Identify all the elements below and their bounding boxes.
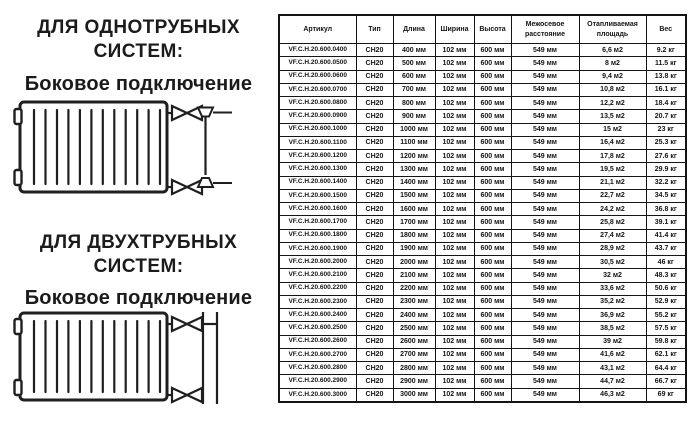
table-cell: 36,9 м2 (579, 309, 646, 322)
table-cell: 1800 мм (393, 229, 435, 242)
column-header: Ширина (435, 15, 474, 44)
table-cell: 700 мм (393, 83, 435, 96)
table-cell: 55.2 кг (646, 309, 686, 322)
table-cell: 102 мм (435, 229, 474, 242)
table-cell: 44,7 м2 (579, 375, 646, 388)
table-cell: 600 мм (474, 57, 511, 70)
table-row (279, 123, 686, 136)
table-row (279, 242, 686, 255)
table-cell: 600 мм (474, 269, 511, 282)
table-cell: 549 мм (511, 123, 579, 136)
table-cell: 549 мм (511, 348, 579, 361)
table-cell: 549 мм (511, 362, 579, 375)
table-cell: 549 мм (511, 309, 579, 322)
table-cell: 16.1 кг (646, 83, 686, 96)
table-cell: VF.C.H.20.600.2800 (279, 362, 356, 375)
table-cell: CH20 (356, 256, 393, 269)
table-cell: 600 мм (474, 216, 511, 229)
table-cell: 32 м2 (579, 269, 646, 282)
table-cell: 549 мм (511, 110, 579, 123)
table-cell: 549 мм (511, 295, 579, 308)
table-cell: 32.2 кг (646, 176, 686, 189)
table-cell: 600 мм (474, 97, 511, 110)
table-cell: 34.5 кг (646, 189, 686, 202)
table-cell: 66.7 кг (646, 375, 686, 388)
table-row (279, 189, 686, 202)
radiator-body (20, 313, 167, 400)
radiator-bracket-bottom (15, 380, 22, 395)
table-cell: VF.C.H.20.600.1500 (279, 189, 356, 202)
table-cell: 1100 мм (393, 136, 435, 149)
section-heading-text: ДЛЯ ДВУХТРУБНЫХ СИСТЕМ: (39, 232, 238, 278)
table-cell: 48.3 кг (646, 269, 686, 282)
table-cell: 102 мм (435, 176, 474, 189)
table-cell: 25,8 м2 (579, 216, 646, 229)
table-cell: 102 мм (435, 282, 474, 295)
table-cell: 9.2 кг (646, 44, 686, 57)
section-heading-two-pipe (0, 231, 277, 280)
bottom-valve-icon (167, 388, 202, 402)
table-cell: 549 мм (511, 203, 579, 216)
table-cell: CH20 (356, 282, 393, 295)
table-cell: 600 мм (474, 256, 511, 269)
riser-pipes (203, 312, 217, 404)
table-cell: 102 мм (435, 388, 474, 402)
table-row (279, 176, 686, 189)
table-cell: VF.C.H.20.600.2200 (279, 282, 356, 295)
spec-table (278, 14, 687, 403)
spec-table-head (279, 15, 686, 44)
table-cell: CH20 (356, 97, 393, 110)
radiator-body (20, 102, 167, 192)
table-cell: 1300 мм (393, 163, 435, 176)
table-cell: CH20 (356, 335, 393, 348)
table-row (279, 216, 686, 229)
table-cell: CH20 (356, 229, 393, 242)
table-cell: 11.5 кг (646, 57, 686, 70)
table-cell: 102 мм (435, 57, 474, 70)
table-cell: 600 мм (474, 242, 511, 255)
table-cell: 2100 мм (393, 269, 435, 282)
table-cell: 900 мм (393, 110, 435, 123)
table-cell: 600 мм (474, 322, 511, 335)
table-cell: 28,9 м2 (579, 242, 646, 255)
table-cell: CH20 (356, 136, 393, 149)
table-cell: 43,1 м2 (579, 362, 646, 375)
table-cell: 102 мм (435, 242, 474, 255)
table-cell: 102 мм (435, 189, 474, 202)
spec-table-body (279, 44, 686, 403)
table-cell: 23 кг (646, 123, 686, 136)
table-row (279, 110, 686, 123)
table-cell: CH20 (356, 388, 393, 402)
table-cell: 102 мм (435, 150, 474, 163)
table-cell: 22,7 м2 (579, 189, 646, 202)
table-cell: VF.C.H.20.600.1700 (279, 216, 356, 229)
two-pipe-diagram-svg (8, 303, 238, 415)
column-header: Вес (646, 15, 686, 44)
table-cell: 102 мм (435, 136, 474, 149)
table-cell: VF.C.H.20.600.2100 (279, 269, 356, 282)
table-cell: CH20 (356, 309, 393, 322)
table-cell: 59.8 кг (646, 335, 686, 348)
table-row (279, 83, 686, 96)
table-row (279, 163, 686, 176)
table-cell: 1700 мм (393, 216, 435, 229)
table-cell: 600 мм (474, 110, 511, 123)
table-cell: 600 мм (474, 83, 511, 96)
table-cell: VF.C.H.20.600.1400 (279, 176, 356, 189)
table-cell: 102 мм (435, 295, 474, 308)
table-cell: 600 мм (474, 348, 511, 361)
table-cell: CH20 (356, 216, 393, 229)
table-cell: VF.C.H.20.600.0900 (279, 110, 356, 123)
table-cell: 2400 мм (393, 309, 435, 322)
table-cell: 1000 мм (393, 123, 435, 136)
table-cell: 600 мм (474, 282, 511, 295)
table-cell: 102 мм (435, 110, 474, 123)
radiator-bracket-bottom (15, 170, 22, 185)
table-cell: 600 мм (474, 362, 511, 375)
column-header: Высота (474, 15, 511, 44)
table-cell: CH20 (356, 163, 393, 176)
table-cell: VF.C.H.20.600.2600 (279, 335, 356, 348)
table-row (279, 309, 686, 322)
table-cell: 20.7 кг (646, 110, 686, 123)
table-cell: VF.C.H.20.600.2900 (279, 375, 356, 388)
table-cell: 39.1 кг (646, 216, 686, 229)
table-row (279, 295, 686, 308)
table-cell: 33,6 м2 (579, 282, 646, 295)
table-cell: VF.C.H.20.600.2400 (279, 309, 356, 322)
table-cell: 2000 мм (393, 256, 435, 269)
table-cell: 549 мм (511, 388, 579, 402)
table-cell: 102 мм (435, 44, 474, 57)
table-cell: 600 мм (474, 136, 511, 149)
table-cell: 549 мм (511, 282, 579, 295)
table-cell: 64.4 кг (646, 362, 686, 375)
table-cell: 549 мм (511, 163, 579, 176)
table-row (279, 388, 686, 402)
table-cell: VF.C.H.20.600.1800 (279, 229, 356, 242)
table-cell: 102 мм (435, 83, 474, 96)
table-row (279, 256, 686, 269)
section-heading-single-pipe (0, 16, 277, 65)
two-pipe-diagram (8, 303, 238, 415)
table-cell: CH20 (356, 375, 393, 388)
table-cell: 8 м2 (579, 57, 646, 70)
table-cell: 2300 мм (393, 295, 435, 308)
column-header: Межосевое расстояние (511, 15, 579, 44)
table-cell: 600 мм (474, 44, 511, 57)
table-cell: 549 мм (511, 242, 579, 255)
top-tee-fitting-icon (198, 108, 232, 117)
table-cell: 41.4 кг (646, 229, 686, 242)
table-cell: CH20 (356, 150, 393, 163)
table-cell: CH20 (356, 123, 393, 136)
table-cell: CH20 (356, 176, 393, 189)
table-cell: 549 мм (511, 97, 579, 110)
table-cell: 102 мм (435, 322, 474, 335)
table-cell: 69 кг (646, 388, 686, 402)
table-cell: 549 мм (511, 322, 579, 335)
table-cell: 2200 мм (393, 282, 435, 295)
table-cell: VF.C.H.20.600.0500 (279, 57, 356, 70)
table-cell: 549 мм (511, 256, 579, 269)
table-cell: 52.9 кг (646, 295, 686, 308)
table-cell: 19,5 м2 (579, 163, 646, 176)
table-cell: 29.9 кг (646, 163, 686, 176)
table-cell: 15 м2 (579, 123, 646, 136)
table-row (279, 136, 686, 149)
section-subheading-side-connection: Боковое подключение (24, 73, 253, 95)
spec-table-container (278, 14, 685, 403)
table-cell: CH20 (356, 348, 393, 361)
table-cell: VF.C.H.20.600.1900 (279, 242, 356, 255)
table-cell: 2700 мм (393, 348, 435, 361)
column-header: Тип (356, 15, 393, 44)
table-cell: 600 мм (474, 203, 511, 216)
table-cell: 549 мм (511, 83, 579, 96)
table-cell: 102 мм (435, 309, 474, 322)
table-cell: CH20 (356, 110, 393, 123)
table-cell: 30,5 м2 (579, 256, 646, 269)
table-cell: 102 мм (435, 256, 474, 269)
column-header: Артикул (279, 15, 356, 44)
table-cell: 600 мм (474, 388, 511, 402)
table-cell: 549 мм (511, 176, 579, 189)
table-cell: 46,3 м2 (579, 388, 646, 402)
table-row (279, 282, 686, 295)
table-cell: CH20 (356, 83, 393, 96)
table-cell: 62.1 кг (646, 348, 686, 361)
table-cell: 600 мм (474, 163, 511, 176)
table-row (279, 70, 686, 83)
table-cell: CH20 (356, 44, 393, 57)
table-cell: 102 мм (435, 203, 474, 216)
table-row (279, 375, 686, 388)
table-cell: 600 мм (474, 335, 511, 348)
table-cell: 35,2 м2 (579, 295, 646, 308)
table-row (279, 269, 686, 282)
table-cell: 549 мм (511, 150, 579, 163)
table-row (279, 150, 686, 163)
table-cell: 27.6 кг (646, 150, 686, 163)
table-cell: 549 мм (511, 70, 579, 83)
table-cell: 102 мм (435, 70, 474, 83)
table-cell: 549 мм (511, 57, 579, 70)
table-cell: CH20 (356, 242, 393, 255)
table-cell: 549 мм (511, 269, 579, 282)
table-row (279, 229, 686, 242)
table-cell: 600 мм (474, 295, 511, 308)
table-cell: 549 мм (511, 375, 579, 388)
single-pipe-diagram (8, 95, 238, 200)
table-cell: 1900 мм (393, 242, 435, 255)
table-cell: 38,5 м2 (579, 322, 646, 335)
table-cell: 57.5 кг (646, 322, 686, 335)
table-row (279, 322, 686, 335)
table-cell: 600 мм (393, 70, 435, 83)
table-cell: 10,8 м2 (579, 83, 646, 96)
top-valve-icon (167, 106, 202, 120)
table-cell: VF.C.H.20.600.1200 (279, 150, 356, 163)
table-row (279, 44, 686, 57)
table-row (279, 335, 686, 348)
table-cell: 21,1 м2 (579, 176, 646, 189)
table-cell: 549 мм (511, 216, 579, 229)
table-cell: 600 мм (474, 189, 511, 202)
table-cell: 3000 мм (393, 388, 435, 402)
table-cell: 43.7 кг (646, 242, 686, 255)
table-cell: 102 мм (435, 269, 474, 282)
table-cell: VF.C.H.20.600.1000 (279, 123, 356, 136)
table-cell: 6,6 м2 (579, 44, 646, 57)
table-cell: 17,8 м2 (579, 150, 646, 163)
table-cell: 18.4 кг (646, 97, 686, 110)
connection-schemes-panel (0, 0, 277, 421)
table-cell: 600 мм (474, 70, 511, 83)
column-header: Длина (393, 15, 435, 44)
table-cell: 25.3 кг (646, 136, 686, 149)
table-cell: 2800 мм (393, 362, 435, 375)
table-cell: 549 мм (511, 189, 579, 202)
table-cell: 102 мм (435, 216, 474, 229)
table-cell: 600 мм (474, 123, 511, 136)
table-cell: 1400 мм (393, 176, 435, 189)
section-heading-text: ДЛЯ ОДНОТРУБНЫХ СИСТЕМ: (37, 17, 240, 63)
table-cell: CH20 (356, 189, 393, 202)
table-cell: 2500 мм (393, 322, 435, 335)
table-cell: 46 кг (646, 256, 686, 269)
table-cell: CH20 (356, 322, 393, 335)
radiator-bracket-top (15, 109, 22, 124)
table-row (279, 348, 686, 361)
table-cell: VF.C.H.20.600.2000 (279, 256, 356, 269)
table-cell: 36.8 кг (646, 203, 686, 216)
top-valve-icon (167, 317, 202, 331)
table-cell: CH20 (356, 203, 393, 216)
table-cell: 2600 мм (393, 335, 435, 348)
table-cell: VF.C.H.20.600.2500 (279, 322, 356, 335)
table-cell: 2900 мм (393, 375, 435, 388)
table-cell: 600 мм (474, 229, 511, 242)
table-cell: CH20 (356, 295, 393, 308)
bottom-valve-icon (167, 180, 202, 194)
single-pipe-diagram-svg (8, 95, 238, 200)
table-cell: 600 мм (474, 150, 511, 163)
table-cell: 500 мм (393, 57, 435, 70)
table-cell: 41,6 м2 (579, 348, 646, 361)
table-cell: VF.C.H.20.600.2700 (279, 348, 356, 361)
table-cell: VF.C.H.20.600.0700 (279, 83, 356, 96)
table-cell: 600 мм (474, 176, 511, 189)
table-row (279, 57, 686, 70)
table-row (279, 362, 686, 375)
table-cell: 102 мм (435, 362, 474, 375)
column-header: Отапливаемая площадь (579, 15, 646, 44)
table-cell: 102 мм (435, 123, 474, 136)
table-cell: 27,4 м2 (579, 229, 646, 242)
table-cell: 1600 мм (393, 203, 435, 216)
table-cell: VF.C.H.20.600.1100 (279, 136, 356, 149)
table-cell: 50.6 кг (646, 282, 686, 295)
table-row (279, 203, 686, 216)
table-cell: CH20 (356, 57, 393, 70)
bottom-tee-fitting-icon (198, 178, 232, 187)
table-cell: 800 мм (393, 97, 435, 110)
table-cell: 102 мм (435, 375, 474, 388)
section-subheading-side-connection: Боковое подключение (24, 287, 253, 309)
table-cell: 102 мм (435, 348, 474, 361)
table-cell: 13.8 кг (646, 70, 686, 83)
table-cell: 549 мм (511, 136, 579, 149)
table-cell: VF.C.H.20.600.0600 (279, 70, 356, 83)
table-cell: 24,2 м2 (579, 203, 646, 216)
radiator-bracket-top (15, 319, 22, 334)
spec-table-header-row (279, 15, 686, 44)
table-cell: VF.C.H.20.600.0400 (279, 44, 356, 57)
table-cell: 1200 мм (393, 150, 435, 163)
table-cell: 102 мм (435, 335, 474, 348)
table-cell: 600 мм (474, 375, 511, 388)
table-cell: CH20 (356, 269, 393, 282)
table-cell: VF.C.H.20.600.2300 (279, 295, 356, 308)
table-cell: 102 мм (435, 97, 474, 110)
table-cell: 39 м2 (579, 335, 646, 348)
table-cell: 13,5 м2 (579, 110, 646, 123)
table-cell: 12,2 м2 (579, 97, 646, 110)
table-cell: 1500 мм (393, 189, 435, 202)
table-row (279, 97, 686, 110)
table-cell: 549 мм (511, 229, 579, 242)
table-cell: 16,4 м2 (579, 136, 646, 149)
table-cell: CH20 (356, 70, 393, 83)
table-cell: CH20 (356, 362, 393, 375)
table-cell: 400 мм (393, 44, 435, 57)
table-cell: VF.C.H.20.600.0800 (279, 97, 356, 110)
table-cell: 600 мм (474, 309, 511, 322)
table-cell: VF.C.H.20.600.1600 (279, 203, 356, 216)
table-cell: 102 мм (435, 163, 474, 176)
table-cell: 549 мм (511, 335, 579, 348)
table-cell: 549 мм (511, 44, 579, 57)
table-cell: 9,4 м2 (579, 70, 646, 83)
table-cell: VF.C.H.20.600.3000 (279, 388, 356, 402)
table-cell: VF.C.H.20.600.1300 (279, 163, 356, 176)
